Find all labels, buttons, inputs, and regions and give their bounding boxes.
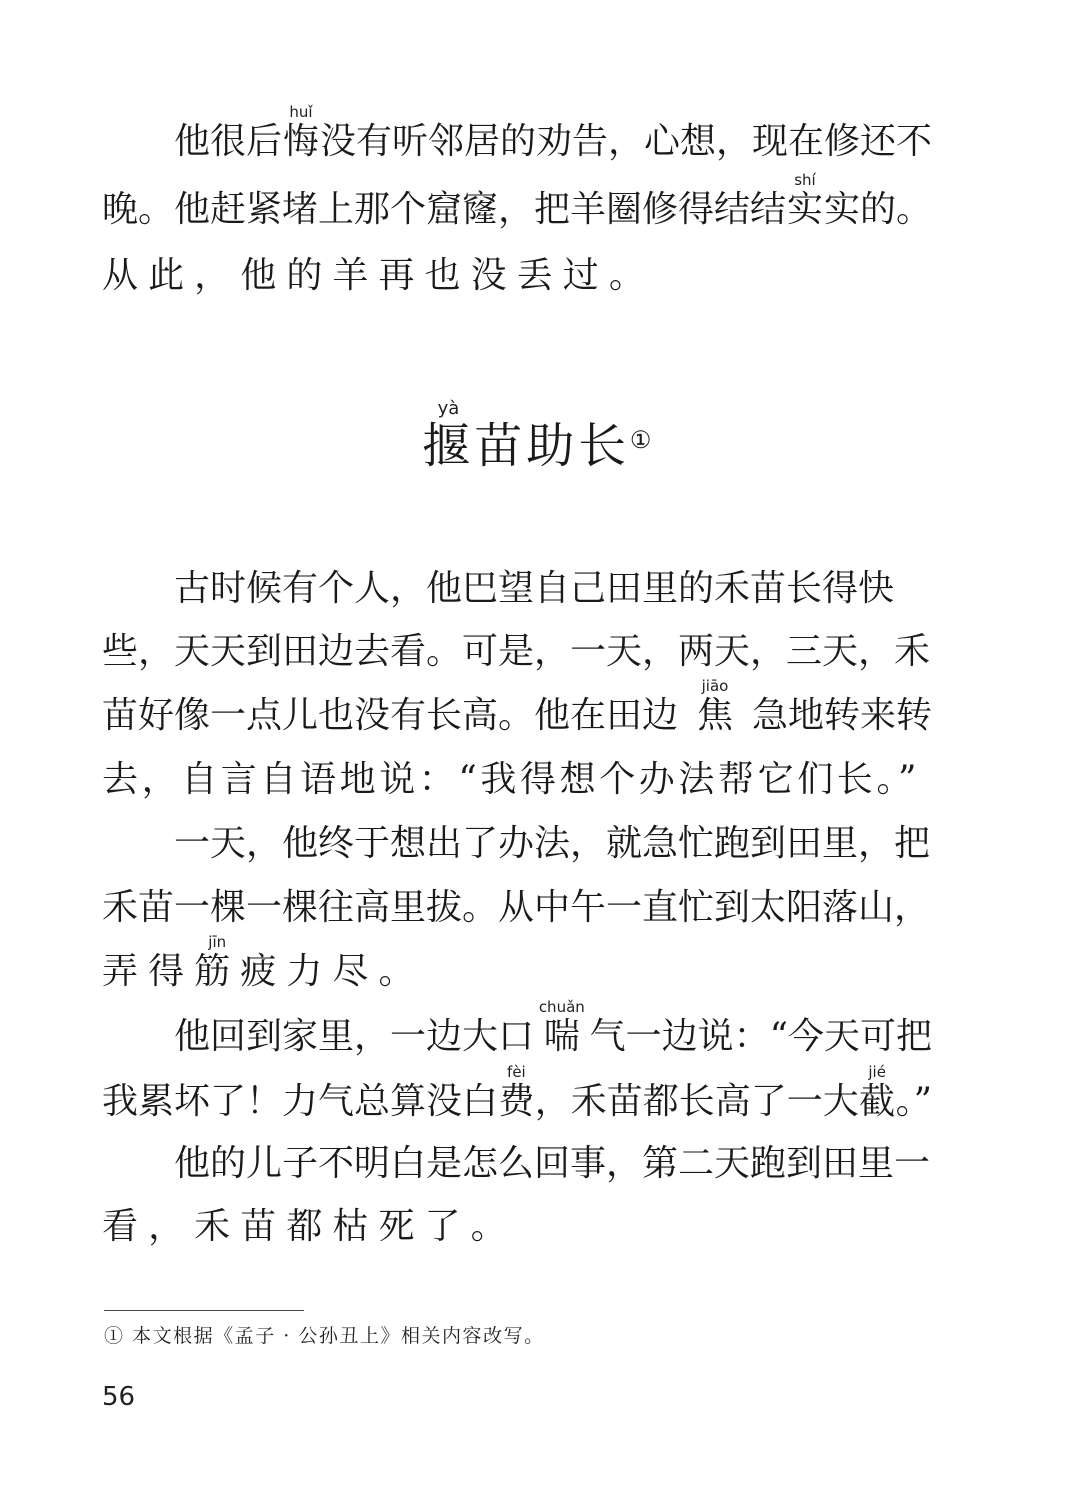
text-line [102, 158, 932, 228]
text-segment: 他回到家里，一边大口 [174, 1016, 535, 1057]
text-line [174, 985, 932, 1055]
pinyin-annotation: 筋jīn [194, 933, 241, 992]
text-line [174, 1112, 932, 1182]
text-line [102, 664, 932, 734]
text-line [174, 537, 932, 607]
footnote: ① 本文根据《孟子 · 公孙丑上》相关内容改写。 [104, 1325, 545, 1347]
text-segment: 急地转来转 [751, 695, 932, 736]
pinyin-annotation: 焦jiāo [696, 677, 733, 736]
text-line [174, 90, 932, 160]
footnote-marker: ① [629, 426, 652, 454]
text-segment: 他很后 [174, 121, 283, 162]
text-line [102, 920, 932, 990]
page-number: 56 [102, 1382, 136, 1412]
footnote-divider [104, 1310, 304, 1311]
text-segment: 弄得 [102, 951, 195, 992]
text-line [102, 1175, 932, 1245]
pinyin-annotation: 截jié [859, 1063, 896, 1122]
text-segment: 去，自言自语地说：“我得想个办法帮它们长。” [102, 759, 921, 800]
text-segment: 他的儿子不明白是怎么回事，第二天跑到田里一 [174, 1143, 931, 1184]
text-segment: 实的。 [823, 189, 932, 230]
pinyin-annotation: 悔huǐ [282, 103, 319, 162]
text-line [102, 728, 932, 798]
text-segment: 禾苗一棵一棵往高里拔。从中午一直忙到太阳落山， [102, 887, 931, 928]
text-line [102, 224, 932, 294]
text-segment: ，禾苗都长高了一大 [534, 1081, 859, 1122]
pinyin-annotation: 揠yà [422, 398, 475, 474]
text-segment: 些，天天到田边去看。可是，一天，两天，三天，禾 [102, 631, 931, 672]
pinyin-annotation: 费fèi [498, 1063, 535, 1122]
text-segment: 气一边说：“今天可把 [589, 1016, 932, 1057]
text-segment: 晚。他赶紧堵上那个窟窿，把羊圈修得结结 [102, 189, 787, 230]
text-line [174, 792, 932, 862]
text-line [102, 856, 932, 926]
text-segment: 从此，他的羊再也没丢过。 [102, 255, 655, 296]
text-segment: 看，禾苗都枯死了。 [102, 1206, 517, 1247]
text-segment: 苗好像一点儿也没有长高。他在田边 [102, 695, 679, 736]
text-line [102, 1050, 932, 1120]
pinyin-annotation: 实shí [786, 171, 823, 230]
text-segment: 疲力尽。 [240, 951, 425, 992]
text-segment: 。” [895, 1081, 932, 1122]
text-segment: 我累坏了！力气总算没白 [102, 1081, 499, 1122]
text-segment: 古时候有个人，他巴望自己田里的禾苗长得快 [174, 568, 895, 609]
pinyin-annotation: 喘chuǎn [538, 998, 585, 1057]
story-title: 揠yà苗助长① [422, 398, 652, 474]
text-segment: 一天，他终于想出了办法，就急忙跑到田里，把 [174, 823, 931, 864]
text-segment: 没有听邻居的劝告，心想，现在修还不 [319, 121, 932, 162]
text-line [102, 600, 932, 670]
